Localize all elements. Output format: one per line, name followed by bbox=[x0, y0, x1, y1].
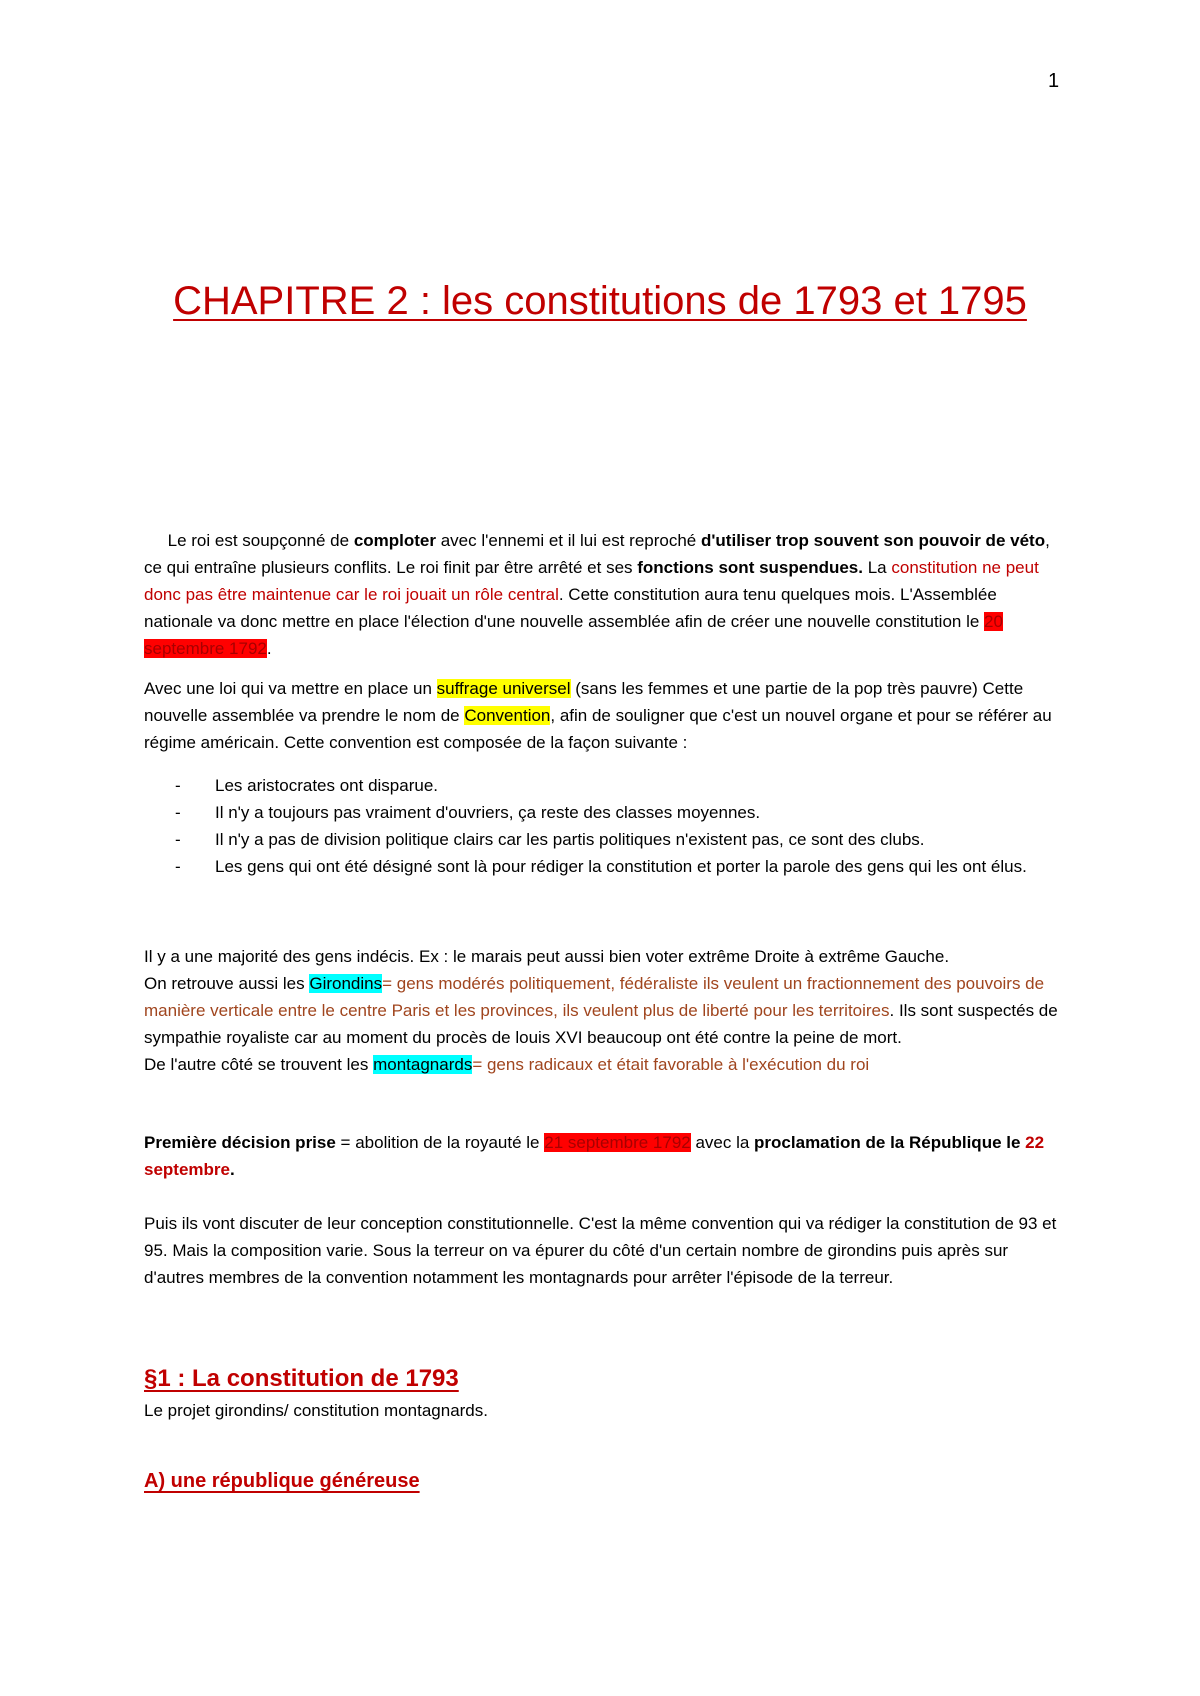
highlighted-date: 20 septembre 1792 bbox=[144, 612, 1003, 658]
composition-list bbox=[175, 772, 1065, 880]
section-heading-1793: §1 : La constitution de 1793 bbox=[144, 1365, 459, 1392]
bold-text: Première décision prise bbox=[144, 1133, 336, 1152]
highlighted-term: montagnards bbox=[373, 1055, 473, 1074]
paragraph-discussion bbox=[144, 1210, 1064, 1291]
page-number: 1 bbox=[1048, 70, 1060, 92]
highlighted-term: Convention bbox=[464, 706, 551, 725]
text: avec l'ennemi et il lui est reproché bbox=[436, 531, 701, 550]
list-item bbox=[175, 772, 1065, 799]
bold-text: d'utiliser trop souvent son pouvoir de véto bbox=[701, 531, 1046, 550]
definition-text: = gens radicaux et était favorable à l'exécution du roi bbox=[472, 1055, 870, 1074]
list-dash: - bbox=[175, 830, 181, 849]
list-item bbox=[175, 853, 1065, 880]
highlighted-term: suffrage universel bbox=[436, 679, 571, 698]
list-dash: - bbox=[175, 803, 181, 822]
text: On retrouve aussi les bbox=[144, 974, 310, 993]
bold-text: comploter bbox=[353, 531, 436, 550]
highlighted-term: Girondins bbox=[309, 974, 383, 993]
list-dash: - bbox=[175, 857, 181, 876]
subsection-heading-a: A) une république généreuse bbox=[144, 1470, 420, 1492]
bold-text: fonctions sont suspendues. bbox=[637, 558, 863, 577]
text: De l'autre côté se trouvent les bbox=[144, 1055, 374, 1074]
highlighted-date: 21 septembre 1792 bbox=[544, 1133, 691, 1152]
chapter-title: CHAPITRE 2 : les constitutions de 1793 et 1795 bbox=[173, 279, 1027, 323]
text: = abolition de la royauté le bbox=[335, 1133, 545, 1152]
red-bold-date: 22 septembre bbox=[144, 1133, 1045, 1179]
section-subtitle: Le projet girondins/ constitution montagnards. bbox=[144, 1401, 488, 1420]
text: Il y a une majorité des gens indécis. Ex : le marais peut aussi bien voter extrême Droite à extrême Gauche. bbox=[144, 947, 950, 966]
list-dash: - bbox=[175, 776, 181, 795]
paragraph-intro bbox=[144, 527, 1064, 662]
paragraph-factions bbox=[144, 943, 1064, 1078]
text: avec la bbox=[690, 1133, 755, 1152]
list-item-text: Les aristocrates ont disparue. bbox=[215, 776, 439, 795]
bold-text: proclamation de la République le bbox=[754, 1133, 1026, 1152]
text: Le roi est soupçonné de bbox=[167, 531, 354, 550]
text: La bbox=[863, 558, 892, 577]
text: . Cette constitution aura tenu quelques mois. L'Assemblée nationale va donc mettre en place l'élection d'une nouvelle assemblée afin de créer une nouvelle constitution le bbox=[144, 585, 997, 631]
list-item-text: Il n'y a pas de division politique clairs car les partis politiques n'existent pas, ce sont des clubs. bbox=[215, 830, 925, 849]
text: , ce qui entraîne plusieurs conflits. Le roi finit par être arrêté et ses bbox=[144, 531, 1050, 577]
text: . bbox=[266, 639, 272, 658]
list-item bbox=[175, 826, 1065, 853]
text: Avec une loi qui va mettre en place un bbox=[144, 679, 437, 698]
list-item bbox=[175, 799, 1065, 826]
text: (sans les femmes et une partie de la pop très pauvre) Cette nouvelle assemblée va prendre le nom de bbox=[144, 679, 1024, 725]
bold-text: . bbox=[229, 1160, 235, 1179]
paragraph-convention bbox=[144, 675, 1064, 756]
text: , afin de souligner que c'est un nouvel organe et pour se référer au régime américain. Cette convention est composée de la façon suivante : bbox=[144, 706, 1052, 752]
list-item-text: Les gens qui ont été désigné sont là pour rédiger la constitution et porter la parole des gens qui les ont élus. bbox=[215, 857, 1027, 876]
list-item-text: Il n'y a toujours pas vraiment d'ouvriers, ça reste des classes moyennes. bbox=[215, 803, 761, 822]
red-text: constitution ne peut donc pas être maintenue car le roi jouait un rôle central bbox=[144, 558, 1039, 604]
text: Puis ils vont discuter de leur conception constitutionnelle. C'est la même convention qui va rédiger la constitution de 93 et 95. Mais la composition varie. Sous la terreur on va épurer du côté d'un certain nombre de girondins puis après sur d'autres membres de la convention notamment les montagnards pour arrêter l'épisode de la terreur. bbox=[144, 1214, 1057, 1287]
text: . Ils sont suspectés de sympathie royaliste car au moment du procès de louis XVI beaucoup ont été contre la peine de mort. bbox=[144, 1001, 1058, 1047]
definition-text: = gens modérés politiquement, fédéraliste ils veulent un fractionnement des pouvoirs de manière verticale entre le centre Paris et les provinces, ils veulent plus de liberté pour les territoires bbox=[144, 974, 1045, 1020]
paragraph-first-decision bbox=[144, 1129, 1064, 1183]
